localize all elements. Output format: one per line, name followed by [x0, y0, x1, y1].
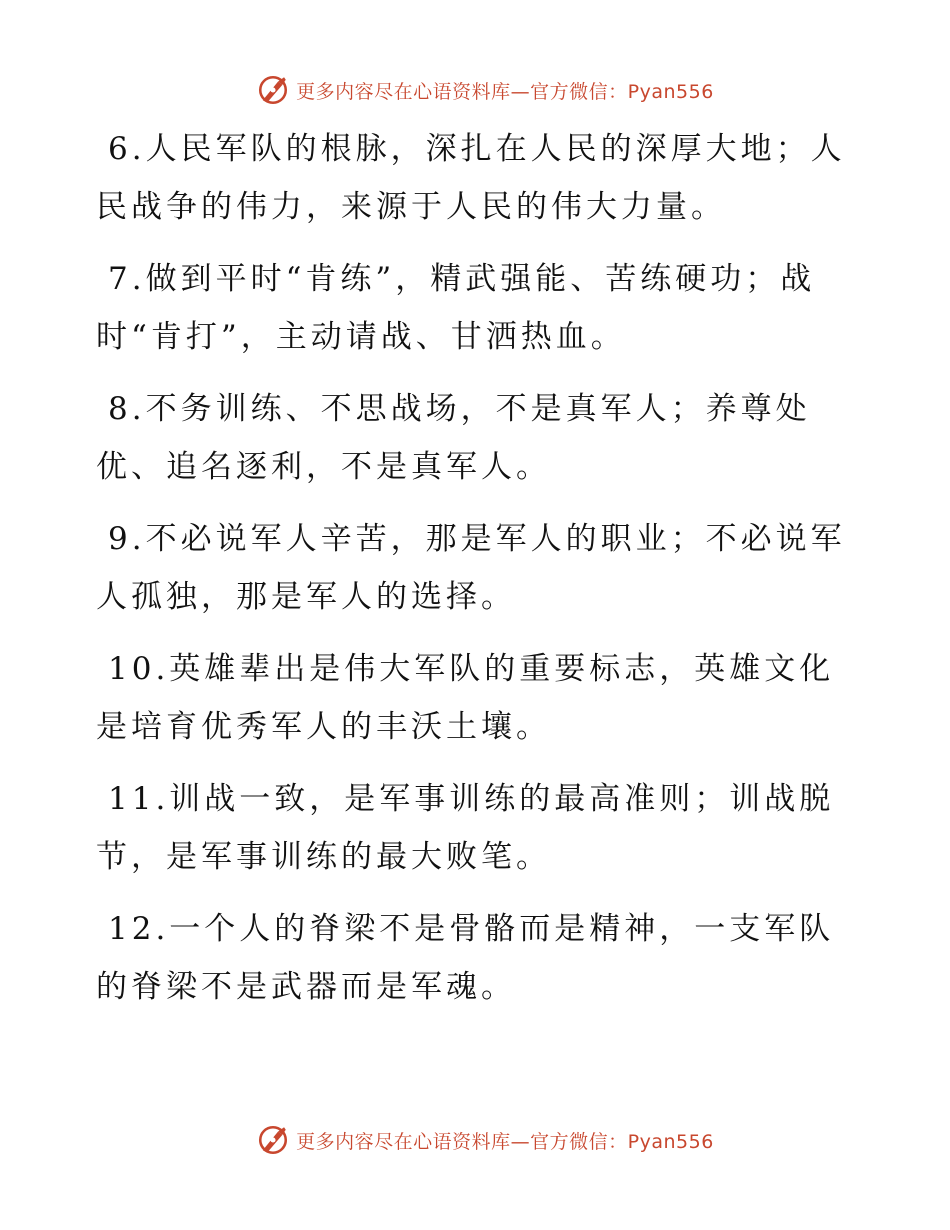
footer-banner-text: 更多内容尽在心语资料库—官方微信：Pyan556 — [296, 1130, 714, 1153]
header-banner-text: 更多内容尽在心语资料库—官方微信：Pyan556 — [296, 80, 714, 103]
quote-item-11: 11.训战一致，是军事训练的最高准则；训战脱节，是军事训练的最大败笔。 — [96, 781, 835, 875]
document-body — [96, 120, 856, 1030]
pen-logo-icon — [256, 73, 290, 107]
footer-banner-inner — [256, 1123, 714, 1157]
pen-logo-icon — [256, 1123, 290, 1157]
header-banner — [0, 70, 950, 110]
quote-item-8: 8.不务训练、不思战场，不是真军人；养尊处优、追名逐利，不是真军人。 — [96, 391, 811, 485]
footer-banner — [0, 1120, 950, 1160]
quote-item-6: 6.人民军队的根脉，深扎在人民的深厚大地；人民战争的伟力，来源于人民的伟大力量。 — [96, 131, 846, 225]
quote-item-12: 12.一个人的脊梁不是骨骼而是精神，一支军队的脊梁不是武器而是军魂。 — [96, 911, 835, 1005]
quote-item-7: 7.做到平时“肯练”，精武强能、苦练硬功；战时“肯打”，主动请战、甘洒热血。 — [96, 261, 816, 355]
quote-item-10: 10.英雄辈出是伟大军队的重要标志，英雄文化是培育优秀军人的丰沃土壤。 — [96, 651, 835, 745]
header-banner-inner — [256, 73, 714, 107]
quote-item-9: 9.不必说军人辛苦，那是军人的职业；不必说军人孤独，那是军人的选择。 — [96, 521, 846, 615]
